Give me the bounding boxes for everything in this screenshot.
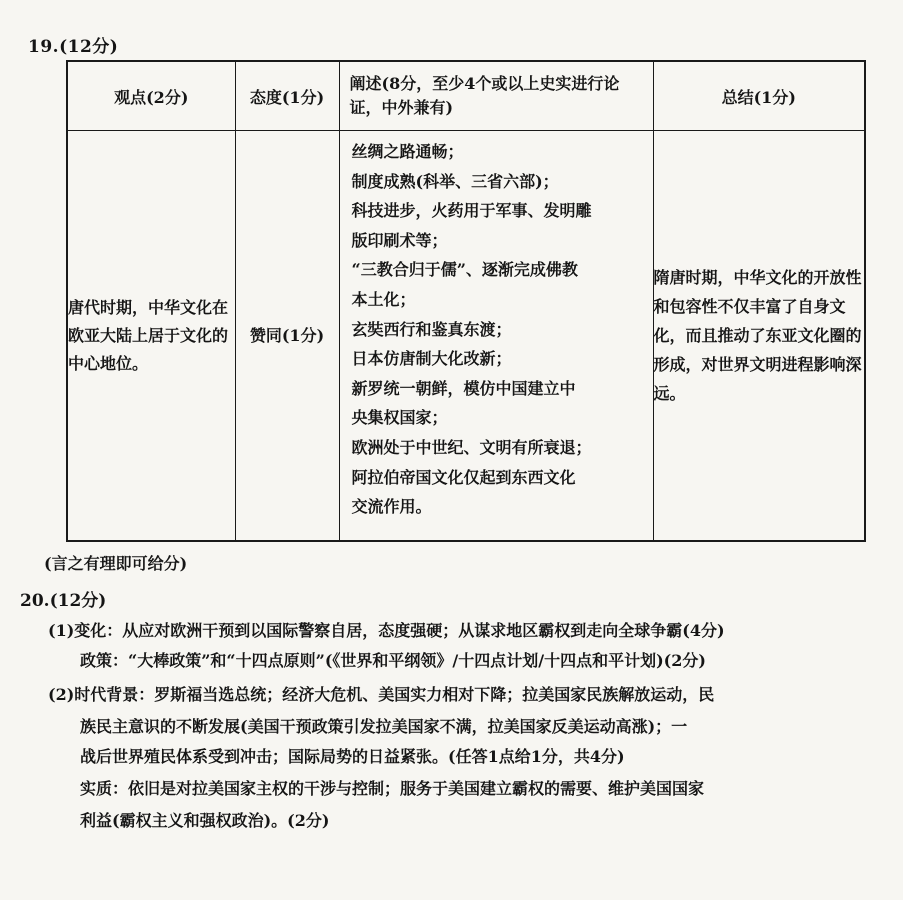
question-20-number: 20.(12分) — [20, 591, 107, 611]
q20-line: (2)时代背景：罗斯福当选总统；经济大危机、美国实力相对下降；拉美国家民族解放运动，民 — [48, 685, 715, 704]
argument-line: 阿拉伯帝国文化仅起到东西文化 — [351, 467, 576, 487]
q20-line: (1)变化：从应对欧洲干预到以国际警察自居，态度强硬；从谋求地区霸权到走向全球争霸(4分) — [48, 621, 725, 640]
argument-line: 交流作用。 — [351, 497, 432, 517]
table-header-row — [67, 61, 865, 131]
q20-line: 实质：依旧是对拉美国家主权的干涉与控制；服务于美国建立霸权的需要、维护美国国家 — [80, 779, 705, 798]
header-view: 观点(2分) — [67, 61, 235, 131]
header-argument: 阐述(8分，至少4个或以上史实进行论证，中外兼有) — [339, 61, 653, 131]
argument-line: 本土化； — [351, 289, 416, 309]
question-19-number: 19.(12分) — [28, 37, 119, 57]
header-attitude: 态度(1分) — [235, 61, 339, 131]
q20-line: 战后世界殖民体系受到冲击；国际局势的日益紧张。(任答1点给1分，共4分) — [80, 747, 625, 766]
q20-line: 利益(霸权主义和强权政治)。(2分) — [80, 811, 330, 830]
q20-line: 族民主意识的不断发展(美国干预政策引发拉美国家不满，拉美国家反美运动高涨)；一 — [80, 717, 688, 736]
argument-line: 央集权国家； — [351, 408, 448, 428]
argument-line: 制度成熟(科举、三省六部)； — [351, 171, 559, 191]
argument-line: 新罗统一朝鲜，模仿中国建立中 — [351, 378, 576, 398]
cell-argument — [339, 131, 653, 542]
table-row — [67, 131, 865, 542]
argument-line: 玄奘西行和鉴真东渡； — [351, 319, 512, 339]
argument-line: 日本仿唐制大化改新； — [351, 349, 512, 369]
grading-note: (言之有理即可给分) — [44, 554, 188, 573]
q20-line: 政策：“大棒政策”和“十四点原则”(《世界和平纲领》/十四点计划/十四点和平计划)(2分) — [80, 651, 706, 670]
header-summary: 总结(1分) — [653, 61, 865, 131]
cell-attitude: 赞同(1分) — [235, 131, 339, 542]
argument-line: 科技进步，火药用于军事、发明雕 — [351, 201, 592, 221]
argument-line: 欧洲处于中世纪、文明有所衰退； — [351, 437, 592, 457]
question-19-answer-table — [66, 60, 866, 542]
cell-view: 唐代时期，中华文化在欧亚大陆上居于文化的中心地位。 — [67, 131, 235, 542]
argument-line: “三教合归于儒”、逐渐完成佛教 — [351, 260, 578, 280]
cell-summary: 隋唐时期，中华文化的开放性和包容性不仅丰富了自身文化，而且推动了东亚文化圈的形成，对世界文明进程影响深远。 — [653, 131, 865, 542]
argument-line: 丝绸之路通畅； — [351, 142, 464, 161]
argument-line: 版印刷术等； — [351, 230, 448, 250]
